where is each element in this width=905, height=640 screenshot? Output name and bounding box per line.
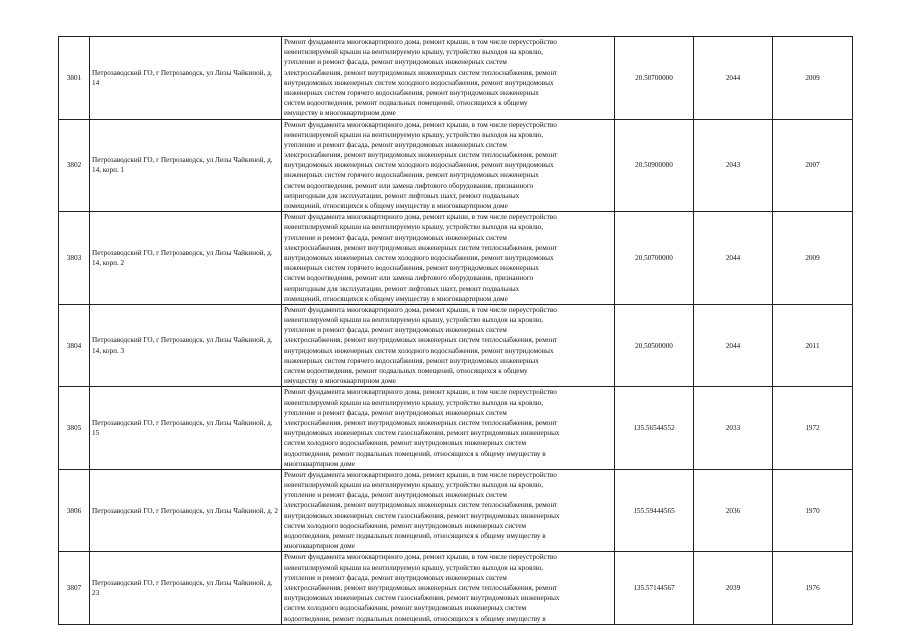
works-line: невентилируемой крыши на вентилируемую крышу, устройство выходов на кровлю,	[284, 223, 544, 232]
works-line: имуществу в многоквартирном доме	[284, 377, 396, 386]
build-year-cell: 1970	[773, 469, 853, 552]
works-line: невентилируемой крыши на вентилируемую крышу, устройство выходов на кровлю,	[284, 481, 544, 490]
works-line: электроснабжения, ремонт внутридомовых инженерных систем теплоснабжения, ремонт	[284, 501, 558, 510]
works-line: невентилируемой крыши на вентилируемую крышу, устройство выходов на кровлю,	[284, 130, 544, 139]
works-line: систем холодного водоснабжения, ремонт внутридомовых инженерных систем	[284, 604, 527, 613]
works-cell	[282, 469, 615, 552]
row-number: 3804	[59, 304, 90, 387]
works-line: систем водоотведения, ремонт или замена лифтового оборудования, признанного	[284, 181, 534, 190]
build-year-cell: 1972	[773, 387, 853, 470]
works-line: водоотведения, ремонт подвальных помещений, относящихся к общему имуществу в	[284, 449, 546, 458]
row-number: 3807	[59, 552, 90, 624]
works-cell	[282, 119, 615, 212]
build-year-cell: 2007	[773, 119, 853, 212]
works-line: электроснабжения, ремонт внутридомовых инженерных систем теплоснабжения, ремонт	[284, 583, 558, 592]
works-line: непригодным для эксплуатации, ремонт лифтовых шахт, ремонт подвальных	[284, 284, 520, 293]
works-line: помещений, относящихся к общему имуществу в многоквартирном доме	[284, 202, 508, 210]
works-line: утепление и ремонт фасада, ремонт внутридомовых инженерных систем	[284, 326, 507, 335]
works-line: Ремонт фундамента многоквартирного дома, ремонт крыши, в том числе переустройство	[284, 470, 557, 479]
build-year-cell: 1976	[773, 552, 853, 624]
works-line: водоотведения, ремонт подвальных помещений, относящихся к общему имуществу в	[284, 532, 546, 540]
works-line: многоквартирном доме	[284, 542, 355, 551]
works-line: Ремонт фундамента многоквартирного дома, ремонт крыши, в том числе переустройство	[284, 553, 557, 562]
build-year-cell: 2009	[773, 212, 853, 305]
row-number: 3806	[59, 469, 90, 552]
build-year-cell: 2011	[773, 304, 853, 387]
works-line: утепление и ремонт фасада, ремонт внутридомовых инженерных систем	[284, 140, 507, 149]
works-line: внутридомовых инженерных систем холодного водоснабжения, ремонт внутридомовых	[284, 161, 554, 170]
works-line: систем холодного водоснабжения, ремонт внутридомовых инженерных систем	[284, 521, 527, 530]
works-line: электроснабжения, ремонт внутридомовых инженерных систем теплоснабжения, ремонт	[284, 336, 558, 345]
works-line: водоотведения, ремонт подвальных помещений, относящихся к общему имуществу в	[284, 614, 546, 623]
works-line: утепление и ремонт фасада, ремонт внутридомовых инженерных систем	[284, 408, 507, 417]
cost-cell: 155.59444565	[615, 469, 694, 552]
address-cell: Петрозаводский ГО, г Петрозаводск, ул Лизы Чайкиной, д. 15	[90, 387, 282, 470]
works-line: инженерных систем горячего водоснабжения, ремонт внутридомовых инженерных	[284, 264, 539, 273]
works-line: внутридомовых инженерных систем газоснабжения, ремонт внутридомовых инженерных	[284, 594, 560, 603]
works-line: внутридомовых инженерных систем газоснабжения, ремонт внутридомовых инженерных	[284, 511, 560, 520]
address-cell: Петрозаводский ГО, г Петрозаводск, ул Лизы Чайкиной, д. 14, корп. 3	[90, 304, 282, 387]
works-line: Ремонт фундамента многоквартирного дома, ремонт крыши, в том числе переустройство	[284, 38, 557, 46]
works-line: инженерных систем горячего водоснабжения, ремонт внутридомовых инженерных	[284, 356, 539, 365]
works-cell	[282, 387, 615, 470]
works-line: систем водоотведения, ремонт подвальных помещений, относящихся к общему	[284, 99, 528, 108]
works-line: непригодным для эксплуатации, ремонт лифтовых шахт, ремонт подвальных	[284, 191, 520, 200]
planned-year-cell: 2043	[694, 119, 773, 212]
works-line: систем водоотведения, ремонт или замена лифтового оборудования, признанного	[284, 274, 534, 283]
works-line: электроснабжения, ремонт внутридомовых инженерных систем теплоснабжения, ремонт	[284, 243, 558, 252]
works-line: невентилируемой крыши на вентилируемую крышу, устройство выходов на кровлю,	[284, 316, 544, 325]
cost-cell: 20.50700000	[615, 37, 694, 120]
cost-cell: 135.57144567	[615, 552, 694, 624]
row-number: 3803	[59, 212, 90, 305]
table-row	[59, 552, 853, 624]
works-line: многоквартирном доме	[284, 459, 355, 468]
cost-cell: 20.50900000	[615, 119, 694, 212]
table-row	[59, 212, 853, 305]
row-number: 3805	[59, 387, 90, 470]
works-line: внутридомовых инженерных систем холодного водоснабжения, ремонт внутридомовых	[284, 253, 554, 262]
table-row	[59, 469, 853, 552]
address-cell: Петрозаводский ГО, г Петрозаводск, ул Лизы Чайкиной, д. 2	[90, 469, 282, 552]
table-row	[59, 387, 853, 470]
address-cell: Петрозаводский ГО, г Петрозаводск, ул Лизы Чайкиной, д. 14	[90, 37, 282, 120]
cost-cell: 20.50700000	[615, 212, 694, 305]
address-cell: Петрозаводский ГО, г Петрозаводск, ул Лизы Чайкиной, д. 14, корп. 2	[90, 212, 282, 305]
row-number: 3801	[59, 37, 90, 120]
works-cell	[282, 552, 615, 624]
works-line: систем холодного водоснабжения, ремонт внутридомовых инженерных систем	[284, 439, 527, 448]
table-row	[59, 304, 853, 387]
address-cell: Петрозаводский ГО, г Петрозаводск, ул Лизы Чайкиной, д. 23	[90, 552, 282, 624]
works-line: систем водоотведения, ремонт подвальных помещений, относящихся к общему	[284, 367, 528, 375]
works-line: внутридомовых инженерных систем холодного водоснабжения, ремонт внутридомовых	[284, 346, 554, 355]
row-number: 3802	[59, 119, 90, 212]
table-body	[59, 37, 853, 625]
works-cell	[282, 304, 615, 387]
works-line: невентилируемой крыши на вентилируемую крышу, устройство выходов на кровлю,	[284, 563, 544, 572]
build-year-cell: 2009	[773, 37, 853, 120]
cost-cell: 135.56544552	[615, 387, 694, 470]
cost-cell: 20.50500000	[615, 304, 694, 387]
works-cell	[282, 212, 615, 305]
works-line: электроснабжения, ремонт внутридомовых инженерных систем теплоснабжения, ремонт	[284, 151, 558, 160]
works-line: инженерных систем горячего водоснабжения, ремонт внутридомовых инженерных	[284, 171, 539, 180]
planned-year-cell: 2044	[694, 212, 773, 305]
works-line: невентилируемой крыши на вентилируемую крышу, устройство выходов на кровлю,	[284, 398, 544, 407]
works-line: имуществу в многоквартирном доме	[284, 109, 396, 118]
works-line: утепление и ремонт фасада, ремонт внутридомовых инженерных систем	[284, 573, 507, 582]
works-line: электроснабжения, ремонт внутридомовых инженерных систем теплоснабжения, ремонт	[284, 68, 558, 77]
works-line: инженерных систем горячего водоснабжения, ремонт внутридомовых инженерных	[284, 88, 539, 97]
table-row	[59, 119, 853, 212]
works-line: Ремонт фундамента многоквартирного дома, ремонт крыши, в том числе переустройство	[284, 388, 557, 397]
works-line: электроснабжения, ремонт внутридомовых инженерных систем теплоснабжения, ремонт	[284, 418, 558, 427]
works-line: внутридомовых инженерных систем холодного водоснабжения, ремонт внутридомовых	[284, 78, 554, 87]
works-line: невентилируемой крыши на вентилируемую крышу, устройство выходов на кровлю,	[284, 48, 544, 57]
works-line: Ремонт фундамента многоквартирного дома, ремонт крыши, в том числе переустройство	[284, 120, 557, 129]
works-cell	[282, 37, 615, 120]
works-line: утепление и ремонт фасада, ремонт внутридомовых инженерных систем	[284, 58, 507, 67]
table-row	[59, 37, 853, 120]
capital-repair-table	[58, 36, 853, 625]
planned-year-cell: 2044	[694, 304, 773, 387]
works-line: внутридомовых инженерных систем газоснабжения, ремонт внутридомовых инженерных	[284, 429, 560, 438]
works-line: утепление и ремонт фасада, ремонт внутридомовых инженерных систем	[284, 233, 507, 242]
planned-year-cell: 2036	[694, 469, 773, 552]
works-line: Ремонт фундамента многоквартирного дома, ремонт крыши, в том числе переустройство	[284, 213, 557, 222]
works-line: утепление и ремонт фасада, ремонт внутридомовых инженерных систем	[284, 491, 507, 500]
address-cell: Петрозаводский ГО, г Петрозаводск, ул Лизы Чайкиной, д. 14, корп. 1	[90, 119, 282, 212]
planned-year-cell: 2044	[694, 37, 773, 120]
planned-year-cell: 2039	[694, 552, 773, 624]
works-line: Ремонт фундамента многоквартирного дома, ремонт крыши, в том числе переустройство	[284, 305, 557, 314]
planned-year-cell: 2033	[694, 387, 773, 470]
works-line: помещений, относящихся к общему имуществу в многоквартирном доме	[284, 294, 508, 303]
